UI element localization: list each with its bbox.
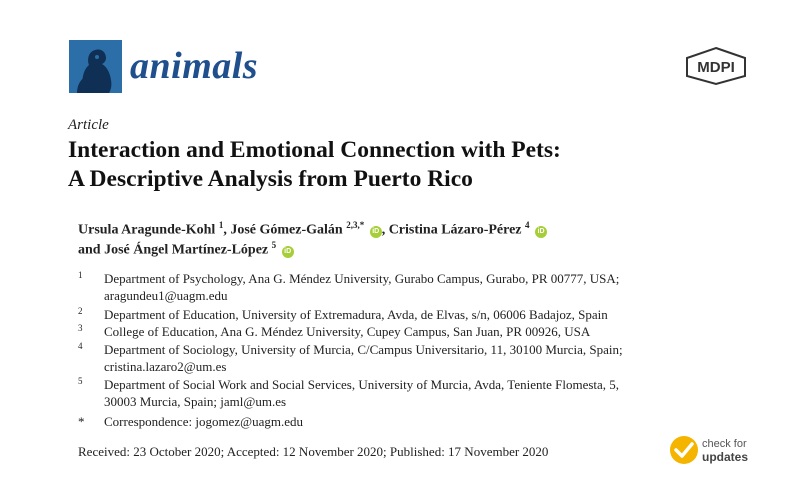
journal-logo-gorilla-icon [69, 40, 122, 93]
svg-text:MDPI: MDPI [697, 59, 735, 76]
author-affiliation-sup: 2,3,* [346, 220, 365, 230]
article-title [68, 136, 561, 194]
author-affiliation-sup: 4 [525, 220, 530, 230]
author-name[interactable]: Ursula Aragunde-Kohl [78, 222, 216, 238]
affiliation-2: 2 Department of Education, University of Extremadura, Avda, de Elvas, s/n, 06006 Badajoz, Spain [78, 306, 608, 322]
publication-dates: Received: 23 October 2020; Accepted: 12 November 2020; Published: 17 November 2020 [78, 444, 549, 459]
author-affiliation-sup: 5 [271, 240, 277, 250]
affiliation-5: 5 Department of Social Work and Social Services, University of Murcia, Avda, Teniente Flomesta, 5, 30003 Murcia, Spain; jaml@um.es [78, 376, 620, 409]
author-list-line-2 [78, 240, 294, 259]
authors-connector: and [78, 242, 101, 258]
mdpi-logo [683, 46, 749, 86]
orcid-icon[interactable]: iD [535, 226, 547, 238]
author-name[interactable]: José Ángel Martínez-López [104, 242, 269, 258]
author-name[interactable]: Cristina Lázaro-Pérez [388, 222, 522, 238]
author-list-line-1: Ursula Aragunde-Kohl $^1$, José Gómez-Galán $^{2,3,*}$ iD , Cristina Lázaro-Pérez $^4$ iD [78, 220, 547, 239]
affiliation-1: 1 Department of Psychology, Ana G. Méndez University, Gurabo Campus, Gurabo, PR 00777, USA; aragundeu1@uagm.edu [78, 270, 620, 303]
checkmark-icon [670, 436, 698, 464]
check-for-updates-button[interactable] [670, 432, 760, 468]
title-line-2: A Descriptive Analysis from Puerto Rico [68, 166, 473, 192]
title-line-1: Interaction and Emotional Connection with Pets: [68, 137, 561, 163]
article-type: Article [68, 117, 109, 133]
affiliation-4: 4 Department of Sociology, University of Murcia, C/Campus Universitario, 11, 30100 Murcia, Spain; cristina.lazaro2@um.es [78, 341, 623, 374]
updates-label: updates [702, 450, 749, 464]
author-affiliation-sup: 1 [218, 220, 224, 230]
journal-name: animals [130, 45, 259, 87]
author-name[interactable]: José Gómez-Galán [230, 222, 343, 238]
correspondence: * Correspondence: jogomez@uagm.edu [78, 414, 303, 429]
orcid-icon[interactable]: iD [282, 246, 294, 258]
affiliation-3: 3 College of Education, Ana G. Méndez University, Cupey Campus, San Juan, PR 00926, USA [78, 323, 591, 339]
orcid-icon[interactable]: iD [370, 226, 382, 238]
check-for-label: check for [702, 438, 747, 450]
